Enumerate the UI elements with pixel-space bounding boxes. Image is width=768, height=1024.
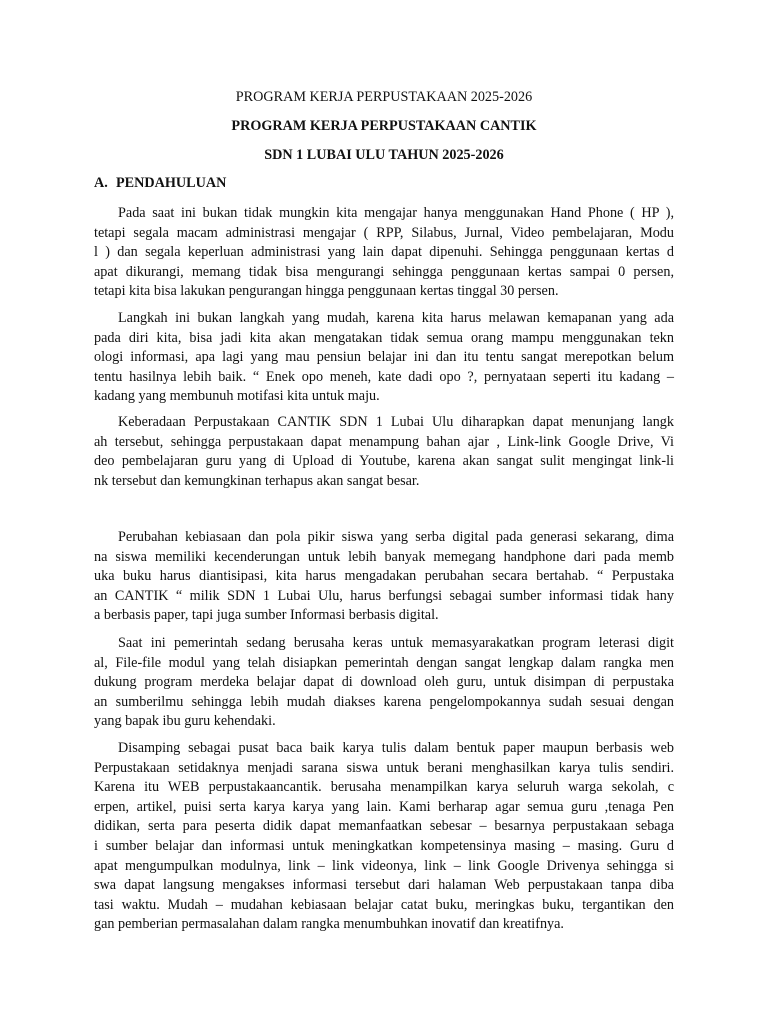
paragraph-line: na siswa memiliki kecenderungan untuk lebih banyak memegang handphone dari pada memb (94, 548, 674, 565)
paragraph-line: ologi informasi, apa lagi yang mau pensiun belajar ini dan itu tentu sangat merepotkan belum (94, 349, 674, 366)
paragraph-line: yang bapak ibu guru kehendaki. (94, 713, 276, 730)
paragraph-line: dukung program merdeka belajar dapat di download oleh guru, untuk disimpan di perpustaka (94, 674, 674, 691)
paragraph-line: apat dikurangi, memang tidak bisa mengurangi sehingga penggunaan kertas sampai 0 persen, (94, 263, 674, 280)
school-year-title: SDN 1 LUBAI ULU TAHUN 2025-2026 (264, 147, 504, 163)
paragraph-line: an CANTIK “ milik SDN 1 Lubai Ulu, harus berfungsi sebagai sumber informasi tidak hany (94, 587, 674, 604)
document-title: PROGRAM KERJA PERPUSTAKAAN 2025-2026 (235, 89, 533, 105)
paragraph-line: apat mengumpulkan modulnya, link – link videonya, link – link Google Drivenya sehingga si (94, 857, 674, 874)
paragraph-line: an sumberilmu sehingga lebih mudah diakses karena pengelompokannya sudah sesuai dengan (94, 693, 674, 710)
section-letter: A. (94, 175, 108, 191)
paragraph-line: nk tersebut dan kemungkinan terhapus akan sangat besar. (94, 472, 420, 489)
paragraph-2 (94, 309, 674, 407)
paragraph-line: ah tersebut, sehingga perpustakaan dapat menampung bahan ajar , Link-link Google Drive, Vi (94, 433, 674, 450)
section-heading (94, 174, 226, 192)
paragraph-5 (94, 634, 674, 732)
paragraph-line: i sumber belajar dan informasi untuk meningkatkan kompetensinya masing – masing. Guru d (94, 837, 674, 854)
paragraph-line: erpen, artikel, puisi serta karya karya yang lain. Kami berharap agar semua guru ,tenaga Pen (94, 798, 674, 815)
paragraph-line: gan pemberian permasalahan dalam rangka menumbuhkan inovatif dan kreatifnya. (94, 916, 564, 933)
paragraph-line: Disamping sebagai pusat baca baik karya tulis dalam bentuk paper maupun berbasis web (118, 740, 674, 756)
paragraph-line: uka buku harus diantisipasi, kita harus mengadakan perubahan secara bertahab. “ Perpustaka (94, 568, 674, 585)
paragraph-line: tentu hasilnya lebih baik. “ Enek opo meneh, kate dadi opo ?, pernyataan seperti itu kadang – (94, 368, 674, 385)
paragraph-line: a berbasis paper, tapi juga sumber Informasi berbasis digital. (94, 607, 439, 624)
paragraph-line: deo pembelajaran guru yang di Upload di Youtube, karena akan sangat sulit mengingat link-li (94, 453, 674, 470)
paragraph-line: pada diri kita, bisa jadi kita akan mengatakan tidak semua orang mampu menggunakan tekn (94, 329, 674, 346)
paragraph-line: Langkah ini bukan langkah yang mudah, karena kita harus melawan kemapanan yang ada (118, 310, 674, 326)
paragraph-line: Saat ini pemerintah sedang berusaha keras untuk memasyarakatkan program leterasi digit (118, 635, 674, 651)
paragraph-line: al, File-file modul yang telah disiapkan pemerintah dengan sangat lengkap dalam rangka men (94, 654, 674, 671)
paragraph-line: swa dapat langsung mengakses informasi tersebut dari halaman Web perpustakaan tanpa diba (94, 877, 674, 894)
paragraph-line: tetapi segala macam administrasi mengajar ( RPP, Silabus, Jurnal, Video pembelajaran, Modu (94, 224, 674, 241)
paragraph-line: l ) dan segala keperluan administrasi yang lain dapat dipenuhi. Sehingga penggunaan kertas d (94, 244, 674, 261)
paragraph-6 (94, 739, 674, 935)
section-heading-text: PENDAHULUAN (116, 175, 227, 191)
paragraph-line: tetapi kita bisa lakukan pengurangan hingga penggunaan kertas tinggal 30 persen. (94, 283, 559, 300)
paragraph-3 (94, 413, 674, 491)
paragraph-line: Karena itu WEB perpustakaancantik. berusaha menampilkan karya seluruh warga sekolah, c (94, 779, 674, 796)
paragraph-1 (94, 204, 674, 302)
paragraph-line: Perpustakaan setidaknya menjadi sarana siswa untuk berani menghasilkan karya tulis sendiri. (94, 759, 674, 776)
paragraph-line: didikan, serta para peserta didik dapat memanfaatkan sebesar – besarnya perpustakaan sebaga (94, 818, 674, 835)
paragraph-line: tasi waktu. Mudah – mudahan kebiasaan belajar catat buku, meringkas buku, tergantikan den (94, 896, 674, 913)
paragraph-line: Pada saat ini bukan tidak mungkin kita mengajar hanya menggunakan Hand Phone ( HP ), (118, 205, 674, 221)
paragraph-4 (94, 528, 674, 626)
paragraph-line: Keberadaan Perpustakaan CANTIK SDN 1 Lubai Ulu diharapkan dapat menunjang langk (118, 414, 674, 430)
paragraph-line: kadang yang membunuh motifasi kita untuk maju. (94, 388, 380, 405)
program-title: PROGRAM KERJA PERPUSTAKAAN CANTIK (231, 118, 537, 134)
paragraph-line: Perubahan kebiasaan dan pola pikir siswa yang serba digital pada generasi sekarang, dima (118, 529, 674, 545)
